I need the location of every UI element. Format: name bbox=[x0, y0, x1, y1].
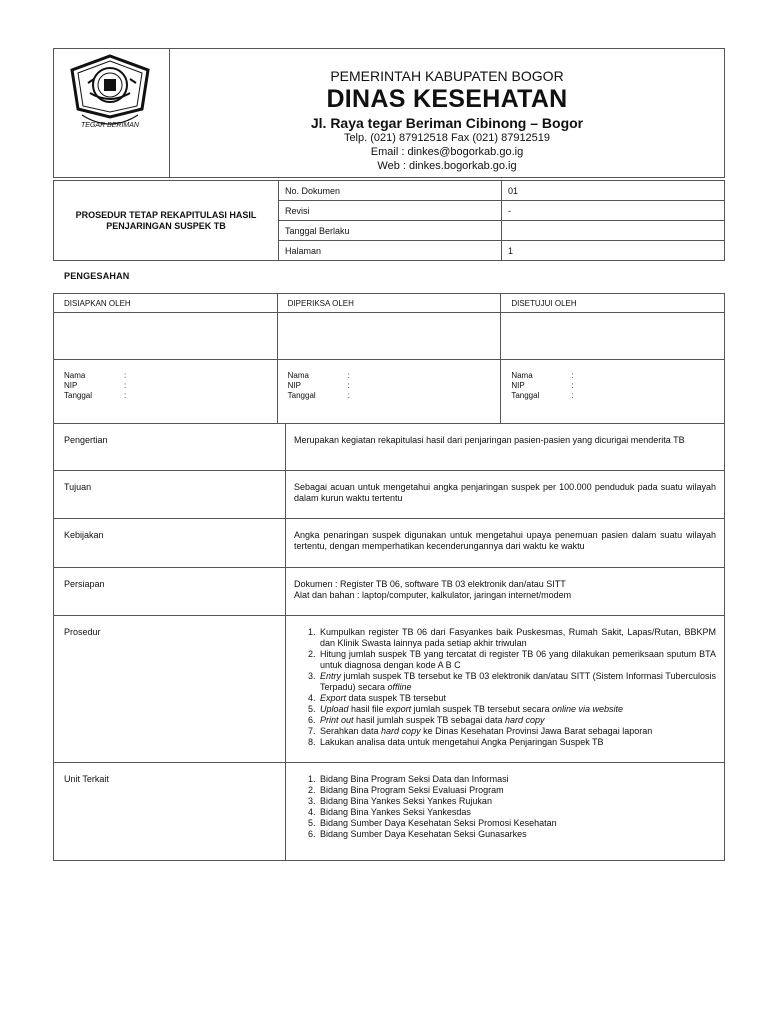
checked-by-header: DIPERIKSA OLEH bbox=[277, 294, 501, 313]
purpose-text: Sebagai acuan untuk mengetahui angka penjaringan suspek per 100.000 penduduk pada suatu wilayah dalam kurun waktu tertentu bbox=[286, 471, 725, 519]
prepared-signature-area bbox=[54, 313, 278, 360]
agency-web: Web : dinkes.bogorkab.go.ig bbox=[377, 160, 517, 172]
policy-label: Kebijakan bbox=[54, 519, 286, 568]
procedure-step-5: 5. Upload hasil file export jumlah suspek TB tersebut secara online via website bbox=[318, 704, 716, 715]
procedure-step-7: 7. Serahkan data hard copy ke Dinas Kesehatan Provinsi Jawa Barat sebagai laporan bbox=[318, 726, 716, 737]
revision-value: - bbox=[502, 201, 725, 221]
procedure-step-8: 8. Lakukan analisa data untuk mengetahui Angka Penjaringan Suspek TB bbox=[318, 737, 716, 748]
procedure-label: Prosedur bbox=[54, 616, 286, 763]
related-unit-item: 5. Bidang Sumber Daya Kesehatan Seksi Promosi Kesehatan bbox=[318, 818, 716, 829]
related-units bbox=[286, 763, 725, 861]
bogor-regency-logo bbox=[68, 53, 152, 133]
preparation-label: Persiapan bbox=[54, 568, 286, 616]
related-unit-item: 4. Bidang Bina Yankes Seksi Yankesdas bbox=[318, 807, 716, 818]
agency-email: Email : dinkes@bogorkab.go.ig bbox=[370, 146, 524, 158]
prepared-by-header: DISIAPKAN OLEH bbox=[54, 294, 278, 313]
agency-address: Jl. Raya tegar Beriman Cibinong – Bogor bbox=[310, 115, 584, 131]
letterhead-text bbox=[170, 49, 725, 178]
procedure-content-table bbox=[53, 423, 725, 861]
government-name: PEMERINTAH KABUPATEN BOGOR bbox=[330, 68, 564, 84]
purpose-label: Tujuan bbox=[54, 471, 286, 519]
related-unit-item: 2. Bidang Bina Program Seksi Evaluasi Program bbox=[318, 785, 716, 796]
procedure-title: PROSEDUR TETAP REKAPITULASI HASIL PENJARINGAN SUSPEK TB bbox=[54, 181, 279, 261]
effective-date-value bbox=[502, 221, 725, 241]
procedure-step-1: 1. Kumpulkan register TB 06 dari Fasyankes baik Puskesmas, Rumah Sakit, Lapas/Rutan, BBKPM dan Klinik Swasta lainnya pada setiap akhir triwulan bbox=[318, 627, 716, 649]
effective-date-label: Tanggal Berlaku bbox=[279, 221, 502, 241]
procedure-steps bbox=[286, 616, 725, 763]
related-unit-item: 6. Bidang Sumber Daya Kesehatan Seksi Gunasarkes bbox=[318, 829, 716, 840]
prepared-by-details: Nama : NIP : Tanggal : bbox=[54, 360, 278, 424]
preparation-documents: Dokumen : Register TB 06, software TB 03 elektronik dan/atau SITT bbox=[294, 579, 566, 589]
procedure-step-3: 3. Entry jumlah suspek TB tersebut ke TB 03 elektronik dan/atau SITT (Sistem Informasi Tuberculosis Terpadu) secara offline bbox=[318, 671, 716, 693]
page-value: 1 bbox=[502, 241, 725, 261]
definition-label: Pengertian bbox=[54, 424, 286, 471]
related-unit-item: 3. Bidang Bina Yankes Seksi Yankes Rujukan bbox=[318, 796, 716, 807]
preparation-tools: Alat dan bahan : laptop/computer, kalkulator, jaringan internet/modem bbox=[294, 590, 572, 600]
agency-name: DINAS KESEHATAN bbox=[326, 85, 568, 113]
doc-number-value: 01 bbox=[502, 181, 725, 201]
procedure-step-6: 6. Print out hasil jumlah suspek TB sebagai data hard copy bbox=[318, 715, 716, 726]
procedure-step-4: 4. Export data suspek TB tersebut bbox=[318, 693, 716, 704]
approved-by-details: Nama : NIP : Tanggal : bbox=[501, 360, 725, 424]
page-label: Halaman bbox=[279, 241, 502, 261]
doc-number-label: No. Dokumen bbox=[279, 181, 502, 201]
approval-section-title: PENGESAHAN bbox=[64, 271, 130, 281]
approved-signature-area bbox=[501, 313, 725, 360]
preparation-text bbox=[286, 568, 725, 616]
procedure-step-2: 2. Hitung jumlah suspek TB yang tercatat di register TB 06 yang dilakukan pemeriksaan sputum BTA untuk diagnosa dengan kode A B C bbox=[318, 649, 716, 671]
procedure-info-table bbox=[53, 180, 725, 261]
policy-text: Angka penaringan suspek digunakan untuk mengetahui upaya penemuan pasien dalam suatu wilayah tertentu, dengan memperhatikan kecenderungannya dari waktu ke waktu bbox=[286, 519, 725, 568]
checked-signature-area bbox=[277, 313, 501, 360]
letterhead bbox=[53, 48, 725, 178]
approval-table bbox=[53, 293, 725, 424]
related-units-label: Unit Terkait bbox=[54, 763, 286, 861]
checked-by-details: Nama : NIP : Tanggal : bbox=[277, 360, 501, 424]
related-unit-item: 1. Bidang Bina Program Seksi Data dan Informasi bbox=[318, 774, 716, 785]
definition-text: Merupakan kegiatan rekapitulasi hasil dari penjaringan pasien-pasien yang dicurigai menderita TB bbox=[286, 424, 725, 471]
agency-phone: Telp. (021) 87912518 Fax (021) 87912519 bbox=[343, 132, 551, 144]
logo-motto: TEGAR BERIMAN bbox=[81, 122, 139, 129]
logo-cell bbox=[54, 49, 170, 178]
revision-label: Revisi bbox=[279, 201, 502, 221]
approved-by-header: DISETUJUI OLEH bbox=[501, 294, 725, 313]
